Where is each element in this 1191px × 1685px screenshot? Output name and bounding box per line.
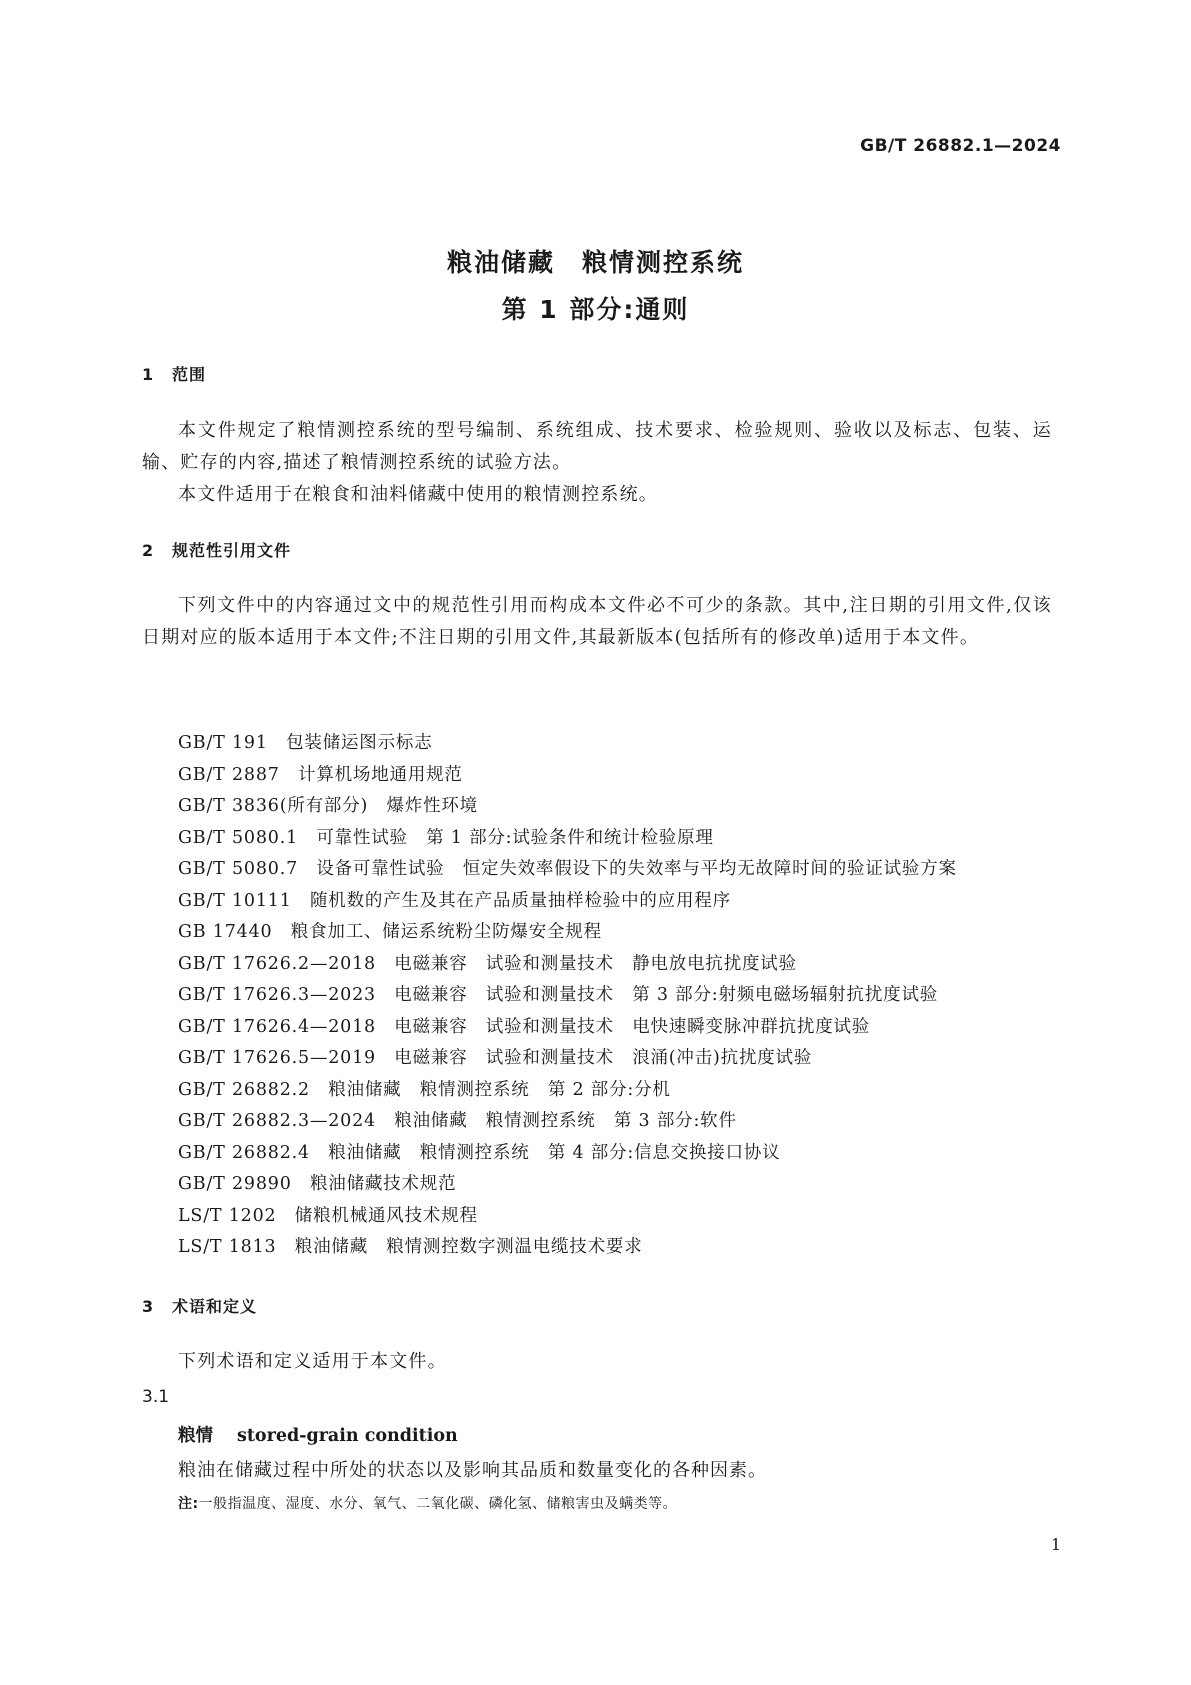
reference-item bbox=[178, 1138, 957, 1170]
reference-code: GB 17440 bbox=[178, 922, 273, 942]
term-number: 3.1 bbox=[142, 1387, 170, 1407]
term-definition: 粮油在储藏过程中所处的状态以及影响其品质和数量变化的各种因素。 bbox=[178, 1460, 767, 1481]
normative-references-list bbox=[178, 728, 957, 1264]
reference-title: 可靠性试验 第 1 部分:试验条件和统计检验原理 bbox=[316, 827, 714, 848]
reference-item bbox=[178, 823, 957, 855]
reference-item bbox=[178, 1169, 957, 1201]
page-number: 1 bbox=[1050, 1535, 1061, 1554]
reference-code: GB/T 26882.2 bbox=[178, 1079, 310, 1100]
reference-title: 电磁兼容 试验和测量技术 电快速瞬变脉冲群抗扰度试验 bbox=[394, 1016, 871, 1037]
reference-title: 粮油储藏 粮情测控系统 第 3 部分:软件 bbox=[394, 1111, 737, 1131]
reference-item bbox=[178, 728, 957, 760]
reference-title: 包装储运图示标志 bbox=[286, 733, 433, 753]
reference-code: GB/T 29890 bbox=[178, 1174, 292, 1194]
section-1-heading bbox=[142, 362, 206, 385]
reference-title: 粮油储藏 粮情测控系统 第 4 部分:信息交换接口协议 bbox=[328, 1142, 781, 1163]
reference-title: 电磁兼容 试验和测量技术 第 3 部分:射频电磁场辐射抗扰度试验 bbox=[394, 985, 939, 1005]
reference-code: GB/T 2887 bbox=[178, 764, 280, 785]
reference-title: 爆炸性环境 bbox=[386, 796, 478, 816]
note-text: 一般指温度、湿度、水分、氧气、二氧化碳、磷化氢、储粮害虫及螨类等。 bbox=[198, 1496, 678, 1512]
reference-title: 设备可靠性试验 恒定失效率假设下的失效率与平均无故障时间的验证试验方案 bbox=[316, 859, 957, 879]
term-entry bbox=[178, 1422, 458, 1447]
reference-item bbox=[178, 791, 957, 823]
section-number: 2 bbox=[142, 541, 155, 560]
section-1-body bbox=[142, 415, 1052, 511]
reference-item bbox=[178, 1201, 957, 1233]
reference-code: LS/T 1202 bbox=[178, 1205, 277, 1226]
reference-code: GB/T 17626.4—2018 bbox=[178, 1016, 376, 1037]
reference-code: GB/T 191 bbox=[178, 733, 268, 753]
term-zh: 粮情 bbox=[178, 1426, 213, 1446]
term-note bbox=[178, 1493, 677, 1513]
section-title: 规范性引用文件 bbox=[172, 541, 292, 560]
reference-item bbox=[178, 1106, 957, 1138]
reference-code: GB/T 26882.4 bbox=[178, 1142, 310, 1163]
reference-title: 随机数的产生及其在产品质量抽样检验中的应用程序 bbox=[309, 890, 731, 911]
reference-code: GB/T 17626.5—2019 bbox=[178, 1048, 376, 1068]
paragraph: 本文件适用于在粮食和油料储藏中使用的粮情测控系统。 bbox=[178, 484, 658, 505]
reference-title: 粮油储藏 粮情测控系统 第 2 部分:分机 bbox=[328, 1079, 671, 1100]
reference-code: LS/T 1813 bbox=[178, 1237, 277, 1257]
section-2-body bbox=[142, 590, 1052, 654]
reference-code: GB/T 5080.7 bbox=[178, 859, 299, 879]
section-3-heading bbox=[142, 1294, 257, 1317]
section-3-body bbox=[142, 1346, 1052, 1378]
reference-item bbox=[178, 949, 957, 981]
reference-item bbox=[178, 760, 957, 792]
standard-code: GB/T 26882.1—2024 bbox=[860, 136, 1061, 156]
reference-code: GB/T 26882.3—2024 bbox=[178, 1111, 376, 1131]
paragraph: 本文件规定了粮情测控系统的型号编制、系统组成、技术要求、检验规则、验收以及标志、包装、运输、贮存的内容,描述了粮情测控系统的试验方法。 bbox=[142, 420, 1052, 473]
section-number: 1 bbox=[142, 365, 155, 384]
paragraph: 下列术语和定义适用于本文件。 bbox=[178, 1351, 447, 1372]
reference-code: GB/T 5080.1 bbox=[178, 827, 299, 848]
reference-item bbox=[178, 1012, 957, 1044]
section-2-heading bbox=[142, 538, 291, 561]
reference-title: 电磁兼容 试验和测量技术 静电放电抗扰度试验 bbox=[394, 953, 797, 974]
reference-title: 粮油储藏技术规范 bbox=[309, 1174, 457, 1194]
reference-title: 计算机场地通用规范 bbox=[298, 764, 463, 785]
section-title: 术语和定义 bbox=[172, 1297, 258, 1316]
reference-item bbox=[178, 1043, 957, 1075]
document-title-line2: 第 1 部分:通则 bbox=[501, 295, 690, 324]
reference-title: 电磁兼容 试验和测量技术 浪涌(冲击)抗扰度试验 bbox=[394, 1048, 813, 1068]
reference-item bbox=[178, 854, 957, 886]
reference-code: GB/T 10111 bbox=[178, 890, 292, 911]
reference-title: 粮食加工、储运系统粉尘防爆安全规程 bbox=[290, 922, 602, 942]
reference-title: 储粮机械通风技术规程 bbox=[294, 1205, 478, 1226]
reference-code: GB/T 17626.3—2023 bbox=[178, 985, 376, 1005]
reference-item bbox=[178, 1232, 957, 1264]
reference-item bbox=[178, 886, 957, 918]
section-title: 范围 bbox=[172, 365, 207, 384]
section-number: 3 bbox=[142, 1297, 155, 1316]
reference-item bbox=[178, 1075, 957, 1107]
reference-item bbox=[178, 917, 957, 949]
reference-code: GB/T 17626.2—2018 bbox=[178, 953, 376, 974]
reference-code: GB/T 3836(所有部分) bbox=[178, 796, 369, 816]
reference-title: 粮油储藏 粮情测控数字测温电缆技术要求 bbox=[294, 1237, 643, 1257]
paragraph: 下列文件中的内容通过文中的规范性引用而构成本文件必不可少的条款。其中,注日期的引用文件,仅该日期对应的版本适用于本文件;不注日期的引用文件,其最新版本(包括所有的修改单)适用于本文件。 bbox=[142, 595, 1052, 648]
document-title-line1: 粮油储藏 粮情测控系统 bbox=[446, 248, 744, 277]
reference-item bbox=[178, 980, 957, 1012]
term-en: stored-grain condition bbox=[237, 1426, 458, 1446]
note-label: 注: bbox=[178, 1496, 199, 1512]
